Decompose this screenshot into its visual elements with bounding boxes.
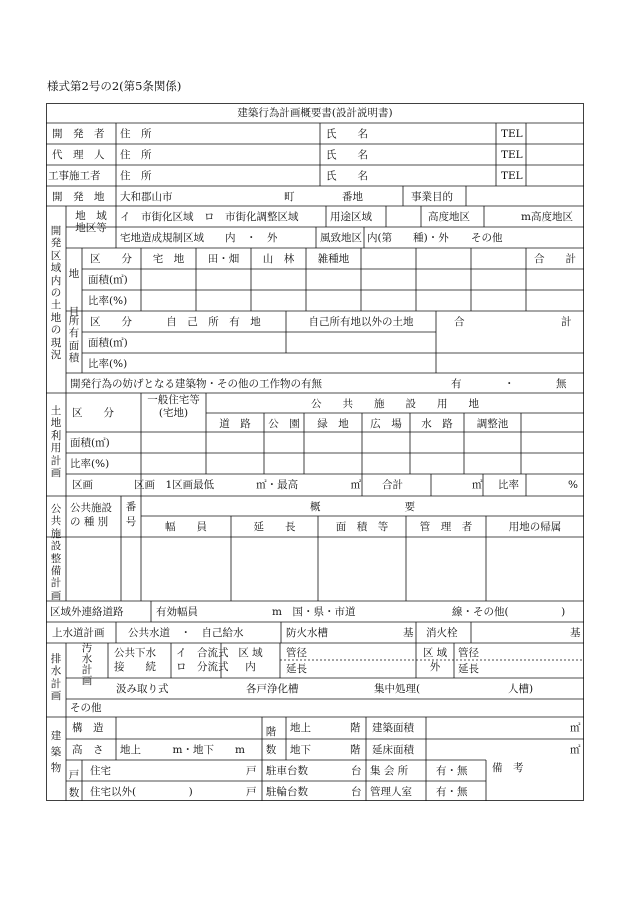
pit-type: 汲み取り式: [116, 683, 169, 695]
col-manager: 管 理 者: [419, 521, 473, 533]
urbanization-zone: イ 市街化区域 ロ 市街化調整区域: [120, 211, 299, 223]
public-facility-label: 公 共 施 設 用 地: [311, 398, 479, 410]
other-zone-label: その他: [471, 232, 503, 244]
water-public: 公共水道 ・ 自己給水: [128, 627, 244, 639]
manager-room-label: 管理人室: [370, 786, 412, 798]
sum-label: 合計: [382, 479, 403, 491]
land-category-label: 地 目: [68, 268, 90, 318]
col-plaza: 広 場: [370, 418, 402, 430]
units-label: 戸数: [68, 769, 80, 799]
area-label: 面積(㎡): [70, 437, 110, 449]
site-label: 開 発 地: [52, 191, 105, 203]
agent-label: 代 理 人: [52, 149, 105, 161]
drain-plan-title: 排水計画: [50, 653, 62, 703]
pipe-label: 管径: [286, 647, 307, 659]
kubun-label: 区 分: [90, 316, 132, 328]
remarks-label: 備 考: [492, 762, 524, 774]
name-label: 氏 名: [326, 170, 368, 182]
sewer-connect: 公共下水 接 続: [114, 647, 156, 673]
own-other-label: 自己所有地以外の土地: [308, 316, 414, 328]
bike-label: 駐輪台数: [266, 786, 308, 798]
use-zone-label: 用途区域: [330, 211, 372, 223]
address-label: 住 所: [120, 170, 152, 182]
address-label: 住 所: [120, 149, 152, 161]
pct-unit: %: [568, 479, 578, 491]
floor-unit: 階: [350, 722, 361, 734]
site-town: 町: [284, 191, 295, 203]
obstacle-label: 開発行為の妨げとなる建築物・その他の工作物の有無: [70, 378, 322, 390]
above-label: 地上: [290, 722, 311, 734]
hall-yesno: 有・無: [436, 765, 468, 777]
facility-kind-label: 公共施設 の 種 別: [70, 502, 112, 528]
purpose-label: 事業目的: [411, 191, 453, 203]
site-city: 大和郡山市: [120, 191, 173, 203]
own-total-label2: 計: [561, 316, 572, 328]
sum-unit: ㎡: [472, 479, 483, 491]
building-title: 建築物: [50, 730, 62, 774]
hydrant-label: 消火栓: [426, 627, 458, 639]
own-self-label: 自 己 所 有 地: [166, 316, 261, 328]
land-use-plan-title: 土地利用計画: [50, 405, 62, 480]
tel-label: TEL: [501, 170, 523, 182]
length-label-out: 延長: [458, 663, 479, 675]
road-width-label: 有効幅員: [156, 606, 198, 618]
col-waterway: 水 路: [421, 418, 453, 430]
obstacle-dot: ・: [504, 378, 515, 390]
septic-type: 各戸浄化槽: [246, 683, 299, 695]
scenic-zone-label: 風致地区: [320, 232, 362, 244]
kubun-label: 区 分: [72, 407, 114, 419]
below-label: 地下: [290, 744, 311, 756]
height-label: 高 さ: [72, 744, 104, 756]
scenic-zone-type: 内(第 種)・外: [367, 232, 449, 244]
col-area: 面 積 等: [335, 521, 389, 533]
sewage-plan-label: 汚水計画: [81, 642, 93, 687]
contractor-label: 工事施工者: [48, 170, 101, 182]
structure-label: 構 造: [72, 722, 104, 734]
residential-label: 一般住宅等 (宅地): [147, 394, 200, 419]
parking-label: 駐車台数: [266, 765, 308, 777]
regulated-zone: 宅地造成規制区域 内 ・ 外: [120, 232, 278, 244]
name-label: 氏 名: [326, 128, 368, 140]
col-ownership: 用地の帰属: [508, 521, 562, 533]
build-area-label: 建築面積: [372, 722, 414, 734]
road-label: 区域外連絡道路: [50, 606, 124, 618]
house-unit: 戸: [246, 765, 257, 777]
facility-plan-title: 公共施設整備計画: [50, 503, 62, 602]
height-zone-m: m高度地区: [521, 211, 573, 223]
drain-other-label: その他: [70, 702, 102, 714]
house-other-unit: 戸: [246, 786, 257, 798]
bike-unit: 台: [351, 786, 362, 798]
tel-label: TEL: [501, 128, 523, 140]
application-form: [46, 103, 584, 803]
lots-label: 区画: [72, 479, 93, 491]
cat-misc: 雑種地: [317, 253, 350, 265]
form-number: 様式第2号の2(第5条関係): [47, 79, 182, 93]
ownership-label: 所有面積: [68, 315, 80, 365]
road-owner: m 国・県・市道: [272, 606, 356, 618]
fire-tank-label: 防火水槽: [286, 627, 328, 639]
current-land-title: 開発区域内の土地の現況: [50, 225, 62, 362]
name-label: 氏 名: [326, 149, 368, 161]
zone-in-label: 区 域 内: [238, 647, 263, 673]
hall-label: 集 会 所: [370, 765, 409, 777]
fire-tank-unit: 基: [403, 627, 414, 639]
form-title: 建築行為計画概要書(設計説明書): [237, 107, 393, 119]
address-label: 住 所: [120, 128, 152, 140]
form-grid: [46, 103, 584, 803]
lots-detail: 区画 1区画最低 ㎡・最高 ㎡: [134, 479, 362, 491]
col-pond: 調整池: [476, 418, 509, 430]
col-green: 緑 地: [317, 418, 349, 430]
road-line: 線・その他( ): [452, 606, 566, 618]
floors-label: 階数: [265, 726, 277, 756]
facility-outline-label: 概 要: [310, 501, 415, 513]
total-label: 合 計: [534, 253, 576, 265]
area-label: 面積(㎡): [88, 337, 128, 349]
water-label: 上水道計画: [52, 627, 105, 639]
kubun-label: 区 分: [90, 253, 132, 265]
cat-residential: 宅 地: [152, 253, 185, 265]
ratio-label: 比率(%): [88, 295, 128, 307]
flow-type: イ 合流式 ロ 分流式: [176, 647, 229, 673]
ratio-label: 比率(%): [88, 358, 128, 370]
build-area-unit: ㎡: [570, 722, 581, 734]
height-detail: 地上 m・地下 m: [120, 744, 245, 756]
obstacle-none: 無: [556, 378, 567, 390]
facility-no-label: 番 号: [125, 501, 137, 528]
height-zone-label: 高度地区: [428, 211, 470, 223]
ratio2-label: 比率: [498, 479, 519, 491]
length-label: 延長: [286, 663, 307, 675]
col-road: 道 路: [219, 418, 251, 430]
obstacle-exist: 有: [451, 378, 462, 390]
col-length: 延 長: [253, 521, 296, 533]
area-label: 面積(㎡): [88, 274, 128, 286]
cat-forest: 山 林: [262, 253, 295, 265]
total-area-label: 延床面積: [372, 744, 414, 756]
house-label: 住宅: [90, 765, 111, 777]
hydrant-unit: 基: [570, 627, 581, 639]
ratio-label: 比率(%): [70, 458, 110, 470]
tel-label: TEL: [501, 149, 523, 161]
manager-yesno: 有・無: [436, 786, 468, 798]
zone-label: 地 域 地区等: [75, 210, 107, 234]
developer-label: 開 発 者: [52, 128, 105, 140]
central-type: 集中処理(: [374, 683, 421, 695]
own-total-label: 合: [454, 316, 465, 328]
house-other-label: 住宅以外( ): [90, 786, 193, 798]
zone-out-label: 区 域 外: [422, 647, 448, 673]
total-area-unit: ㎡: [570, 744, 581, 756]
col-park: 公 園: [268, 418, 300, 430]
central-unit: 人槽): [508, 683, 534, 695]
col-width: 幅 員: [165, 521, 207, 533]
floor-unit2: 階: [350, 744, 361, 756]
pipe-label-out: 管径: [458, 647, 479, 659]
parking-unit: 台: [351, 765, 362, 777]
site-lot: 番地: [342, 191, 363, 203]
cat-farmland: 田・畑: [207, 253, 240, 265]
